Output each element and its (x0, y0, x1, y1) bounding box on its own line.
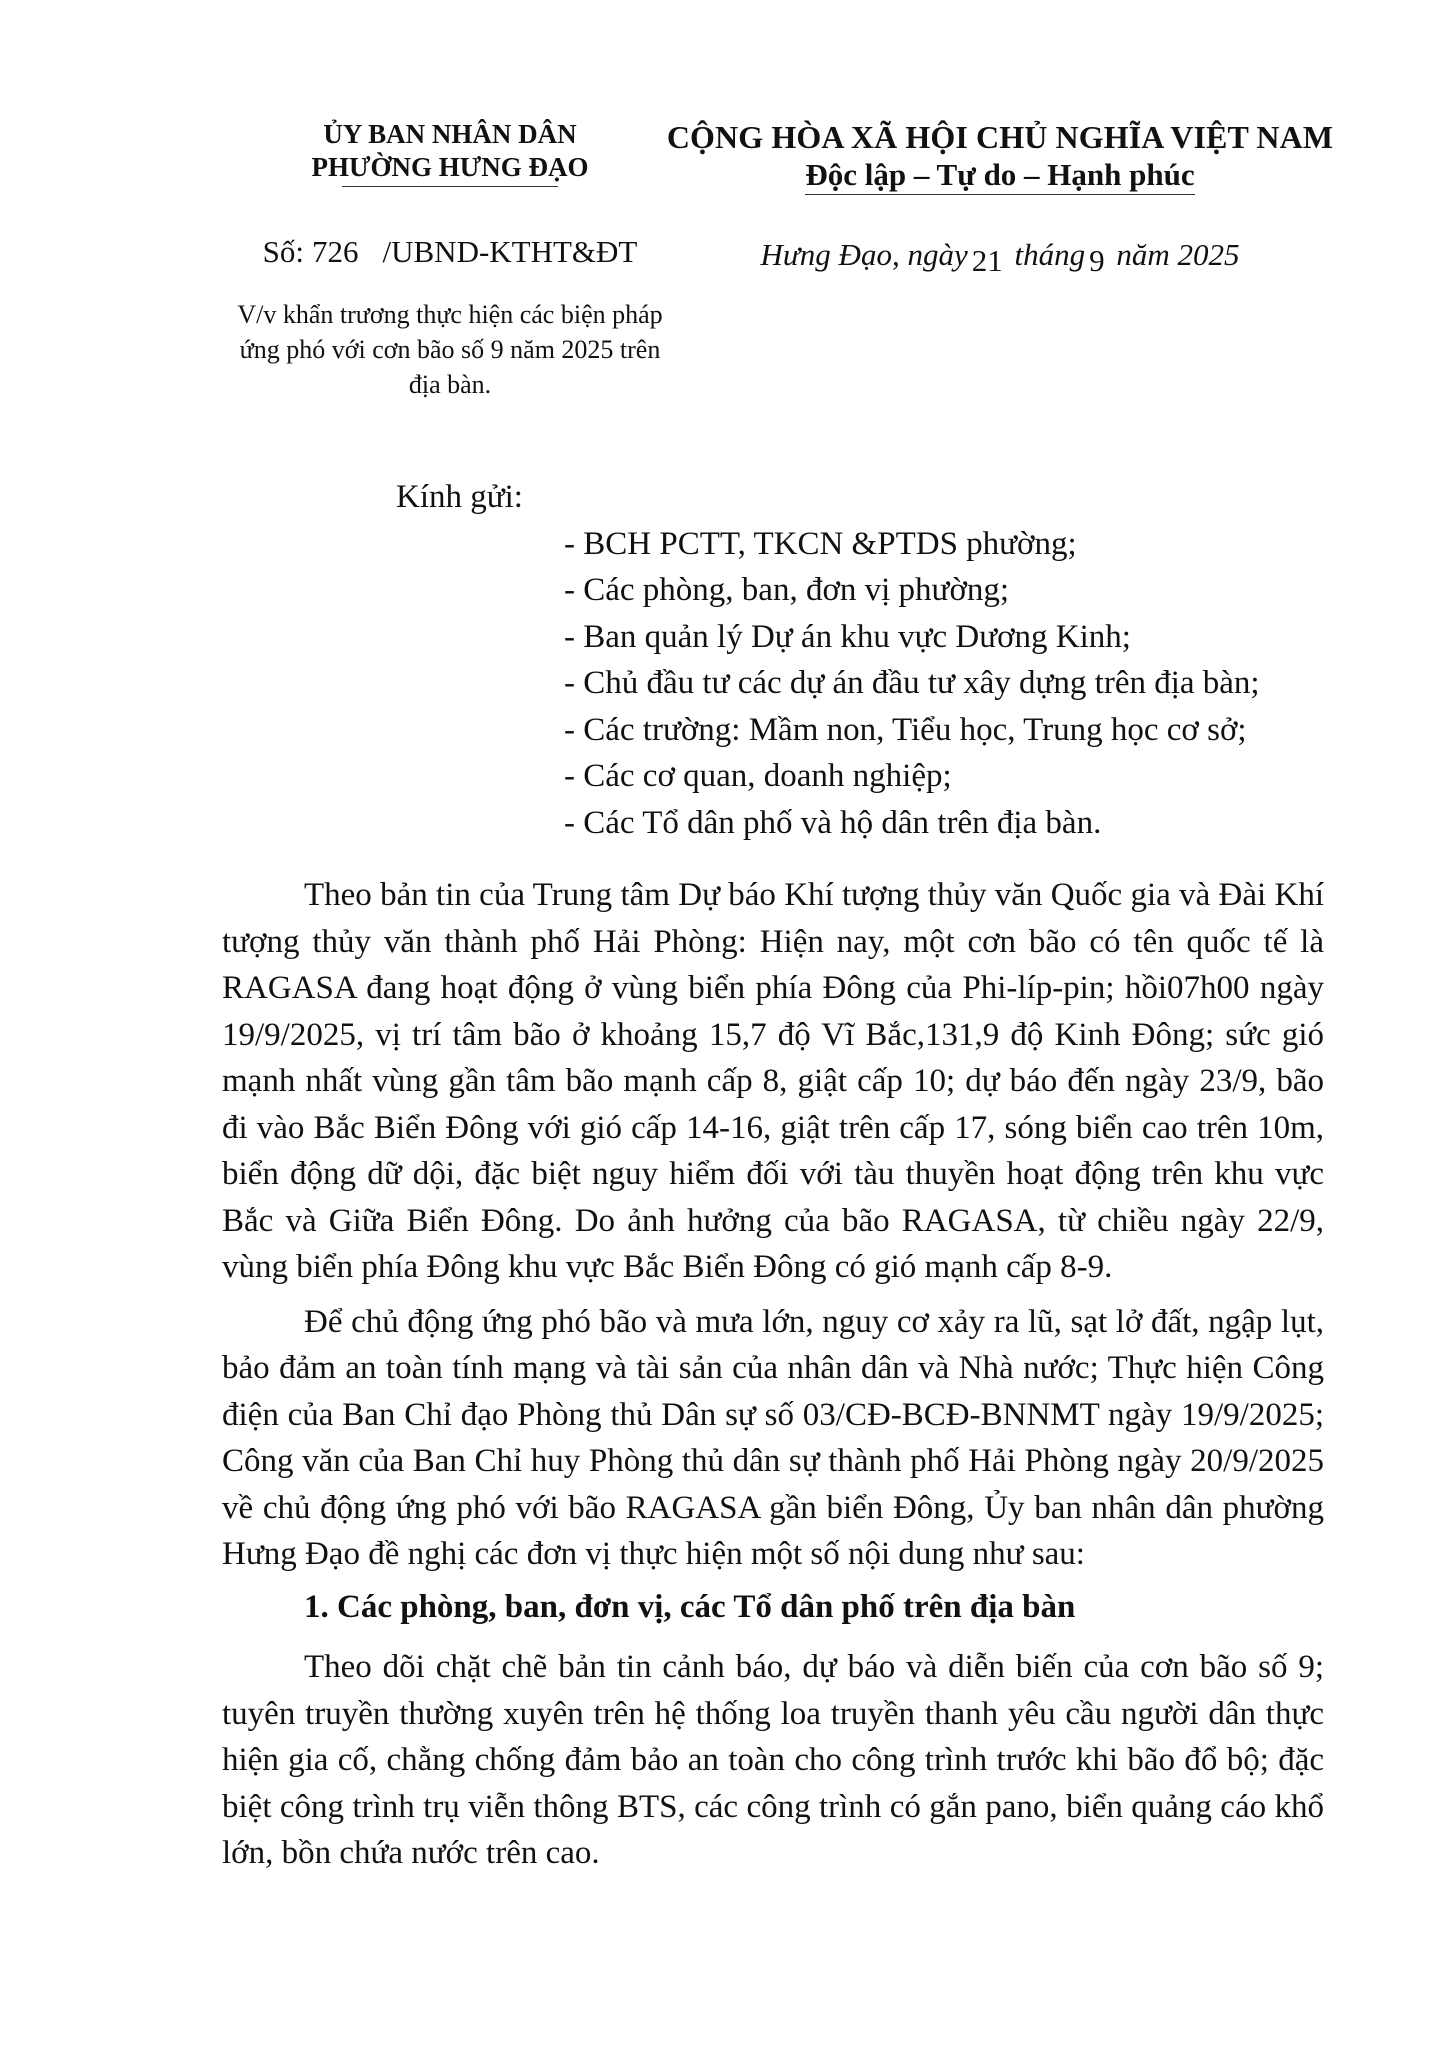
body-paragraph-directive: Để chủ động ứng phó bão và mưa lớn, nguy cơ xảy ra lũ, sạt lở đất, ngập lụt, bảo đảm an toàn tính mạng và tài sản của nhân dân và Nhà nước; Thực hiện Công điện của Ban Chỉ đạo Phòng thủ Dân sự số 03/CĐ-BCĐ-BNNMT ngày 19/9/2025; Công văn của Ban Chỉ huy Phòng thủ dân sự thành phố Hải Phòng ngày 20/9/2025 về chủ động ứng phó với bão RAGASA gần biển Đông, Ủy ban nhân dân phường Hưng Đạo đề nghị các đơn vị thực hiện một số nội dung như sau: (222, 1303, 1324, 1572)
date-day: 21 (971, 243, 1003, 278)
national-title: CỘNG HÒA XÃ HỘI CHỦ NGHĨA VIỆT NAM (666, 119, 1334, 155)
date-year: năm 2025 (1116, 237, 1240, 272)
national-motto: Độc lập – Tự do – Hạnh phúc (805, 157, 1195, 192)
date-month-label: tháng (1014, 237, 1086, 272)
body-paragraph-forecast: Theo bản tin của Trung tâm Dự báo Khí tượng thủy văn Quốc gia và Đài Khí tượng thủy văn thành phố Hải Phòng: Hiện nay, một cơn bão có tên quốc tế là RAGASA đang hoạt động ở vùng biển phía Đông của Phi-líp-pin; hồi07h00 ngày 19/9/2025, vị trí tâm bão ở khoảng 15,7 độ Vĩ Bắc,131,9 độ Kinh Đông; sức gió mạnh nhất vùng gần tâm bão mạnh cấp 8, giật cấp 10; dự báo đến ngày 23/9, bão đi vào Bắc Biển Đông với gió cấp 14-16, giật trên cấp 17, sóng biển cao trên 10m, biển động dữ dội, đặc biệt nguy hiểm đối với tàu thuyền hoạt động trên khu vực Bắc và Giữa Biển Đông. Do ảnh hưởng của bão RAGASA, từ chiều ngày 22/9, vùng biển phía Đông khu vực Bắc Biển Đông có gió mạnh cấp 8-9. (222, 877, 1324, 1285)
section-1-paragraph: Theo dõi chặt chẽ bản tin cảnh báo, dự báo và diễn biến của cơn bão số 9; tuyên truyền thường xuyên trên hệ thống loa truyền thanh yêu cầu người dân thực hiện gia cố, chằng chống đảm bảo an toàn cho công trình trước khi bão đổ bộ; đặc biệt công trình trụ viễn thông BTS, các công trình có gắn pano, biển quảng cáo khổ lớn, bồn chứa nước trên cao. (222, 1649, 1324, 1871)
date-month: 9 (1089, 243, 1105, 278)
doc-number-value: 726 (312, 234, 359, 269)
issuer-block (222, 118, 678, 402)
place-date (645, 235, 1355, 278)
recipient-item: - Các trường: Mầm non, Tiểu học, Trung học cơ sở; (564, 711, 1247, 748)
salutation: Kính gửi: (396, 479, 523, 515)
national-title-block (645, 118, 1355, 278)
doc-number-suffix: /UBND-KTHT&ĐT (382, 234, 638, 269)
issuer-name-line2: PHƯỜNG HƯNG ĐẠO (311, 152, 589, 182)
document-subject: V/v khẩn trương thực hiện các biện pháp ứng phó với cơn bão số 9 năm 2025 trên địa bàn. (237, 300, 663, 399)
recipient-item: - Các phòng, ban, đơn vị phường; (564, 572, 1010, 608)
motto-underline (805, 194, 1195, 195)
doc-number-prefix: Số: (262, 234, 304, 269)
document-number (222, 233, 678, 271)
recipient-item: - BCH PCTT, TKCN &PTDS phường; (564, 525, 1077, 562)
recipient-item: - Các cơ quan, doanh nghiệp; (564, 758, 952, 794)
recipient-list (222, 521, 1324, 847)
issuer-underline (342, 186, 558, 187)
document-body (222, 474, 1324, 1877)
recipient-item: - Ban quản lý Dự án khu vực Dương Kinh; (564, 618, 1131, 655)
date-place: Hưng Đạo, ngày (760, 237, 968, 272)
issuer-name-line1: ỦY BAN NHÂN DÂN (323, 119, 577, 149)
recipient-item: - Các Tổ dân phố và hộ dân trên địa bàn. (564, 804, 1102, 841)
recipient-item: - Chủ đầu tư các dự án đầu tư xây dựng trên địa bàn; (564, 665, 1260, 701)
section-heading-1: 1. Các phòng, ban, đơn vị, các Tổ dân phố trên địa bàn (304, 1588, 1076, 1625)
